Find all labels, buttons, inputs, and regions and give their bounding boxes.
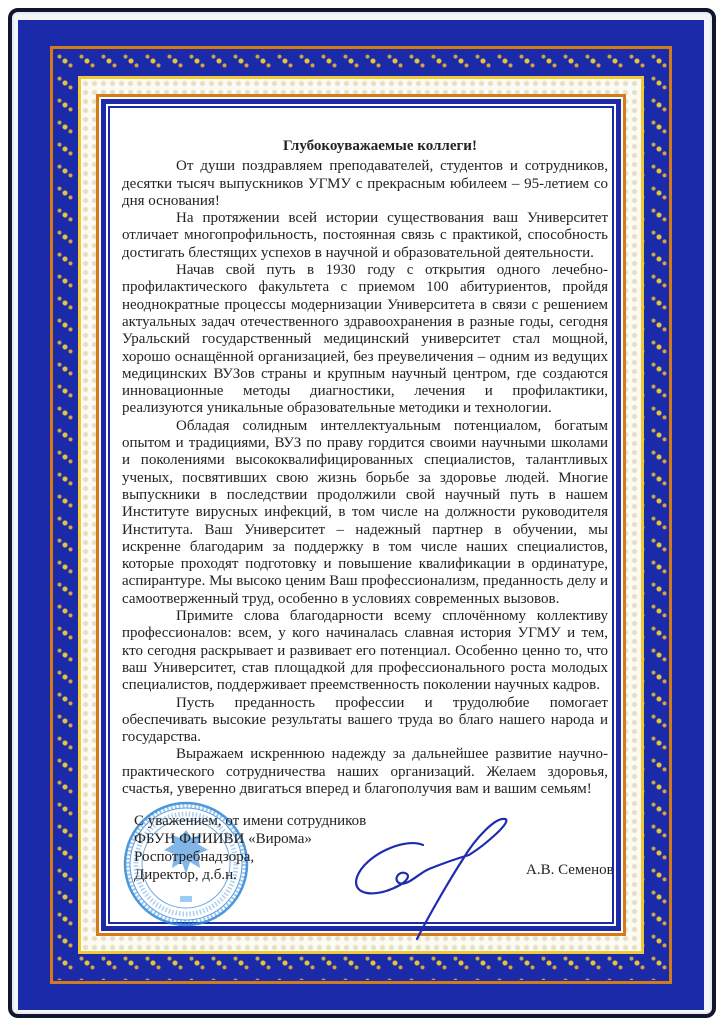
letter-paragraph: На протяжении всей истории существования ваш Университет отличает многопрофильность, постоянная связь с практикой, способность достигать блестящих успехов в научной и образовательной деятельности.	[122, 210, 608, 261]
letter-paragraph: Начав свой путь в 1930 году с открытия одного лечебно-профилактического факультета с приемом 100 абитуриентов, пройдя неоднократные процессы модернизации Университета в связи с решением актуальных задач отечественного здравоохранения в разные годы, сегодня Уральский государственный медицинский университет стал мощной, хорошо оснащённой организацией, без преувеличения – одним из ведущих медицинских ВУЗов страны и крупным научный центром, где создаются инновационные методы диагностики, лечения и профилактики, реализуются уникальные образовательные методики и технологии.	[122, 262, 608, 417]
signer-name: А.В. Семенов	[526, 862, 614, 878]
signature-line-agency: Роспотребнадзора,	[134, 849, 255, 865]
handwritten-signature-icon	[345, 815, 515, 945]
signature-line-regards: С уважением, от имени сотрудников	[134, 813, 367, 829]
letter-paragraph: Пусть преданность профессии и трудолюбие помогает обеспечивать высокие результаты вашего труда во благо нашего народа и государства.	[122, 694, 608, 746]
signature-line-organization: ФБУН ФНИИВИ «Вирома»	[134, 831, 312, 847]
letter-paragraph: Примите слова благодарности всему сплочённому коллективу профессионалов: всем, у кого начиналась славная история УГМУ и тем, кто сегодня раскрывает и развивает его потенциал. Особенно ценно то, что ваш Университет, став площадкой для профессионального роста молодых специалистов, поддерживает преемственность поколении научных кадров.	[122, 608, 608, 694]
signature-line-position: Директор, д.б.н.	[134, 867, 237, 883]
signature-block	[134, 812, 366, 884]
letter-paragraph: Обладая солидным интеллектуальным потенциалом, богатым опытом и традициями, ВУЗ по праву гордится своими научными школами и поколениями высококвалифицированных специалистов, талантливых ученых, посвятивших свою жизнь борьбе за здоровье людей. Многие выпускники в последствии продолжили свой научный путь в нашем Институте вирусных инфекций, в том числе на должности руководителя Института. Ваш Университет – надежный партнер в обучении, мы искренне благодарим за поддержку в том числе наших специалистов, которые проходят подготовку и повышение квалификации в ординатуре, аспирантуре. Мы высоко ценим Ваш профессионализм, преданность делу и самоотверженный труд, особенно в условиях современных вызовов.	[122, 417, 608, 607]
letter-greeting: Глубокоуважаемые коллеги!	[283, 138, 477, 154]
letter-paragraph: Выражаем искреннюю надежду за дальнейшее развитие научно-практического сотрудничества наших организаций. Желаем здоровья, счастья, уверенно двигаться вперед и благополучия вам и вашим семьям!	[122, 746, 608, 797]
letter-paragraph: От души поздравляем преподавателей, студентов и сотрудников, десятки тысяч выпускников УГМУ с прекрасным юбилеем – 95-летием со дня основания!	[122, 158, 608, 209]
letter-body	[122, 138, 608, 798]
